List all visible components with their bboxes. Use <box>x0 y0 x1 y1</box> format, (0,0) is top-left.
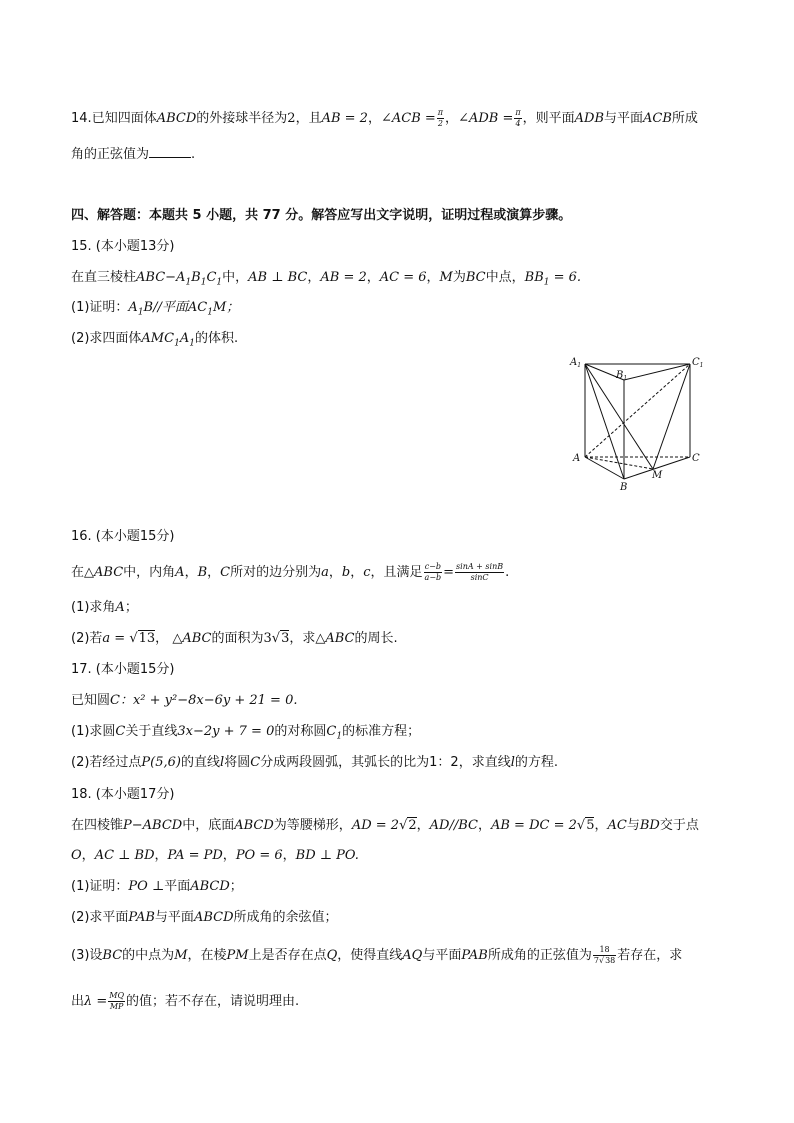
q18-part2: (2)求平面PAB与平面ABCD所成角的余弦值； <box>71 910 338 925</box>
label-M: M <box>652 470 663 481</box>
q17-part1: (1)求圆C关于直线3x−2y + 7 = 0的对称圆$C_1$的标准方程； <box>71 724 421 742</box>
q16-header: 16. (本小题15分) <box>71 529 175 544</box>
q17-part2: (2)若经过点P(5,6)的直线l将圆C分成两段圆弧，其弧长的比为1：2，求直线l的方程. <box>71 755 559 770</box>
fraction: $\frac{c-b}{a-b}$ <box>424 562 442 582</box>
q17-stem: 已知圆C：x² + y²−8x−6y + 21 = 0. <box>71 693 298 708</box>
fraction: $\frac{\pi}{4}$ <box>515 108 521 128</box>
q15-part1: (1)证明：$A_1B//$平面$AC_1M$； <box>71 300 240 318</box>
label-C: C <box>692 453 700 464</box>
q16-part2: (2)若a = √13， △ABC的面积为3√3，求△ABC的周长. <box>71 631 398 646</box>
q18-stem-line1: 在四棱锥P−ABCD中，底面ABCD为等腰梯形，AD = 2√2，AD//BC，AB = DC = 2√5，AC与BD交于点 <box>71 818 699 833</box>
q16-part1: (1)求角A； <box>71 600 138 615</box>
label-C1: $C_1$ <box>692 357 704 369</box>
q18-part1: (1)证明：PO ⊥平面ABCD； <box>71 879 243 894</box>
q14-line2: 角的正弦值为 . <box>71 147 196 162</box>
label-A: A <box>573 453 581 464</box>
label-B1: $B_1$ <box>616 370 628 382</box>
q15-stem: 在直三棱柱$ABC-A_1B_1C_1$中，AB ⊥ BC，AB = 2，AC = 6，M为BC中点，$BB_1 = 6$. <box>71 270 582 288</box>
fraction: $\frac{\sin A + \sin B}{\sin C}$ <box>456 562 504 582</box>
q15-part2: (2)求四面体$AMC_1A_1$的体积. <box>71 331 239 349</box>
q15-header: 15. (本小题13分) <box>71 239 175 254</box>
q18-stem-line2: O，AC ⊥ BD，PA = PD，PO = 6，BD ⊥ PO. <box>71 848 359 863</box>
fraction: $\frac{\pi}{2}$ <box>437 108 444 128</box>
q14-number: 14. <box>71 111 92 126</box>
prism-figure <box>566 352 716 492</box>
q18-header: 18. (本小题17分) <box>71 787 175 802</box>
fraction: $\frac{MQ}{MP}$ <box>109 991 125 1011</box>
fraction: $\frac{18}{7√38}$ <box>593 945 616 965</box>
q16-stem: 在△ABC中，内角A，B，C所对的边分别为a，b，c，且满足 $\frac{c-b}{a-b}$ = $\frac{\sin A + \sin B}{\sin C}$ . <box>71 562 510 582</box>
q17-header: 17. (本小题15分) <box>71 662 175 677</box>
label-B: B <box>620 482 628 492</box>
q18-part3-line2: 出λ = $\frac{MQ}{MP}$ 的值；若不存在，请说明理由. <box>71 991 300 1011</box>
q18-part3-line1: (3)设BC的中点为M，在棱PM上是否存在点Q，使得直线AQ与平面PAB所成角的正弦值为 $\frac{18}{7√38}$ 若存在，求 <box>71 945 683 965</box>
label-A1: $A_1$ <box>570 357 582 369</box>
q14-line1: 14.已知四面体ABCD的外接球半径为2，且AB = 2，∠ACB = $\frac{\pi}{2}$ ，∠ADB = $\frac{\pi}{4}$ ，则平面ADB与平面ACB所成 <box>71 108 698 128</box>
section-title: 四、解答题：本题共 5 小题，共 77 分。解答应写出文字说明，证明过程或演算步骤。 <box>71 208 572 223</box>
answer-blank[interactable] <box>149 145 191 158</box>
